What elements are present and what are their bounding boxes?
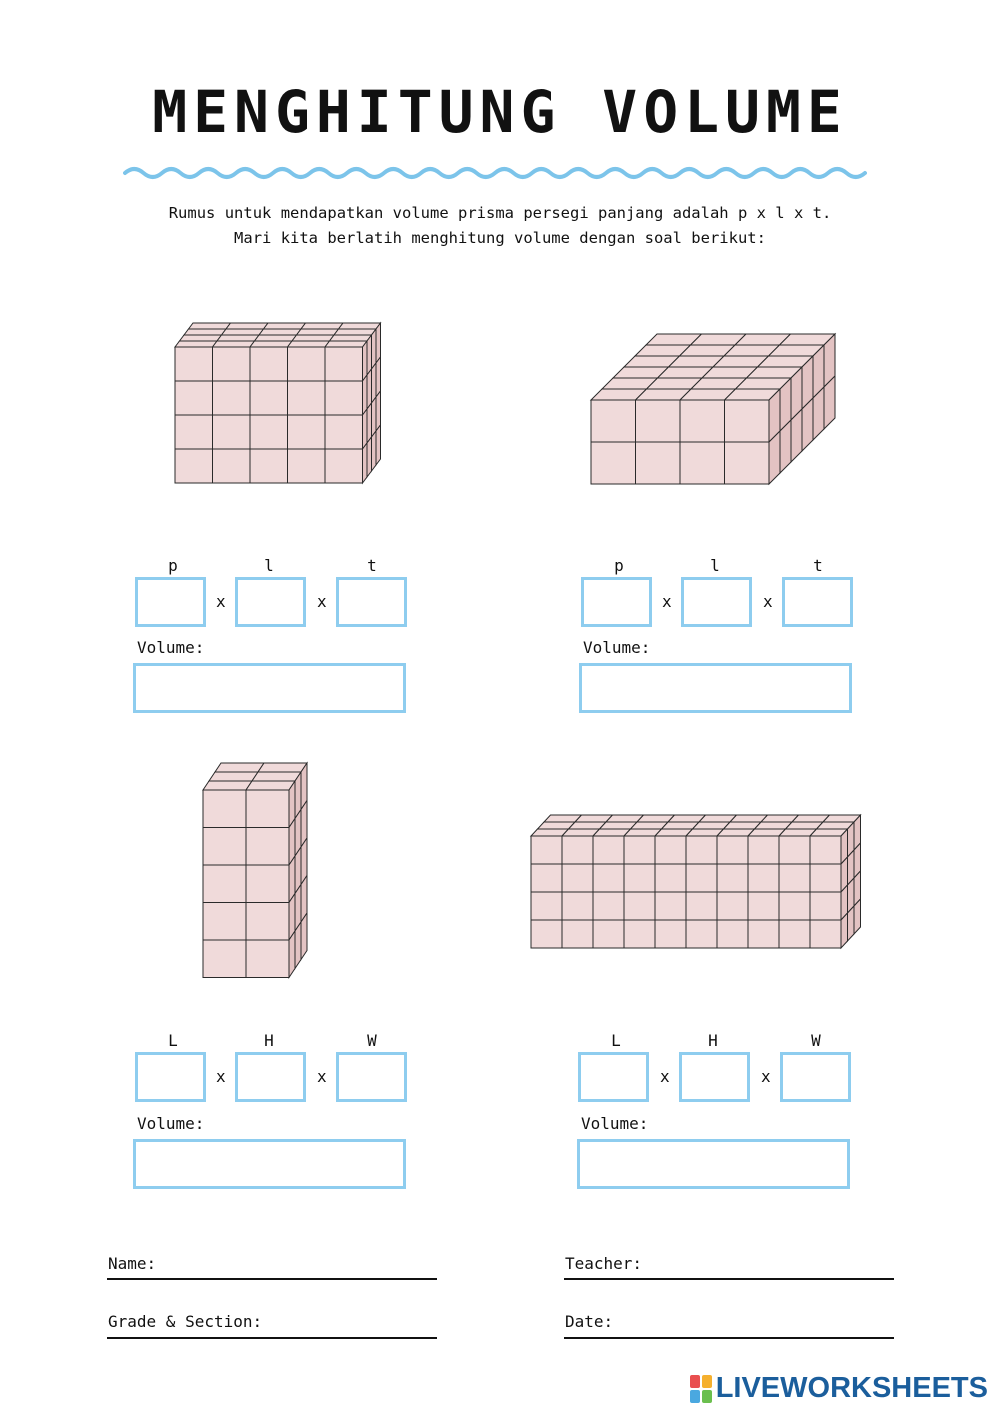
cube-front-face	[686, 892, 717, 920]
cube-side-face	[376, 357, 381, 397]
p1-volume-input[interactable]	[133, 663, 406, 713]
cube-front-face	[246, 865, 289, 903]
cube-front-face	[680, 400, 725, 442]
p4-volume-label: Volume:	[581, 1114, 649, 1133]
page-title: MENGHITUNG VOLUME	[152, 78, 848, 146]
p2-input-p[interactable]	[581, 577, 652, 627]
cube-front-face	[531, 864, 562, 892]
p1-input-l[interactable]	[235, 577, 306, 627]
cube-front-face	[748, 864, 779, 892]
cube-front-face	[175, 347, 213, 381]
p1-volume-label: Volume:	[137, 638, 205, 657]
cube-front-face	[213, 415, 251, 449]
cube-top-face	[252, 772, 301, 781]
cube-top-face	[255, 335, 297, 341]
cube-front-face	[288, 415, 326, 449]
cube-top-face	[184, 329, 226, 335]
cube-top-face	[203, 781, 252, 790]
cube-front-face	[250, 381, 288, 415]
p3-times-2: x	[317, 1067, 327, 1086]
cube-front-face	[686, 920, 717, 948]
cube-side-face	[367, 369, 372, 409]
date-line[interactable]	[564, 1337, 894, 1339]
p2-times-1: x	[662, 592, 672, 611]
cube-side-face	[301, 913, 307, 960]
cube-front-face	[636, 400, 681, 442]
p3-volume-input[interactable]	[133, 1139, 406, 1189]
cube-front-face	[748, 892, 779, 920]
cube-front-face	[288, 381, 326, 415]
cube-front-face	[655, 892, 686, 920]
cube-front-face	[203, 903, 246, 941]
p2-volume-input[interactable]	[579, 663, 852, 713]
p3-times-1: x	[216, 1067, 226, 1086]
cube-front-face	[624, 864, 655, 892]
cube-front-face	[779, 864, 810, 892]
p1-times-2: x	[317, 592, 327, 611]
p4-input-h[interactable]	[679, 1052, 750, 1102]
cube-front-face	[686, 836, 717, 864]
cube-top-face	[226, 323, 268, 329]
cube-front-face	[779, 892, 810, 920]
cube-front-face	[717, 920, 748, 948]
cube-top-face	[264, 323, 306, 329]
p4-times-1: x	[660, 1067, 670, 1086]
cube-front-face	[562, 836, 593, 864]
cube-front-face	[655, 864, 686, 892]
cube-front-face	[213, 449, 251, 483]
cube-front-face	[531, 892, 562, 920]
cube-top-face	[215, 763, 264, 772]
cube-front-face	[203, 790, 246, 828]
p2-input-l[interactable]	[681, 577, 752, 627]
cube-side-face	[363, 409, 368, 449]
cube-front-face	[779, 920, 810, 948]
cube-front-face	[325, 449, 363, 483]
p4-input-l[interactable]	[578, 1052, 649, 1102]
cube-front-face	[288, 449, 326, 483]
cube-front-face	[593, 920, 624, 948]
cube-side-face	[372, 397, 377, 437]
p1-label-t: t	[367, 556, 377, 575]
cube-front-face	[636, 442, 681, 484]
cube-side-face	[376, 391, 381, 431]
cube-top-face	[175, 341, 217, 347]
cube-front-face	[325, 381, 363, 415]
cube-front-face	[203, 865, 246, 903]
brand-text: LIVEWORKSHEETS	[715, 1372, 988, 1404]
p1-label-p: p	[168, 556, 178, 575]
cube-side-face	[367, 335, 372, 375]
cube-top-face	[246, 781, 295, 790]
p3-input-l[interactable]	[135, 1052, 206, 1102]
cube-front-face	[175, 381, 213, 415]
cube-front-face	[562, 864, 593, 892]
intro-line-1: Rumus untuk mendapatkan volume prisma persegi panjang adalah p x l x t.	[168, 204, 832, 222]
cube-top-face	[330, 335, 372, 341]
cube-front-face	[325, 415, 363, 449]
cube-front-face	[246, 790, 289, 828]
cube-front-face	[717, 836, 748, 864]
cube-side-face	[363, 443, 368, 483]
cube-front-face	[203, 828, 246, 866]
liveworksheets-brand	[690, 1372, 988, 1405]
teacher-line[interactable]	[564, 1278, 894, 1280]
cube-side-face	[367, 403, 372, 443]
cube-front-face	[325, 347, 363, 381]
cube-front-face	[593, 892, 624, 920]
cube-front-face	[810, 864, 841, 892]
cube-side-face	[289, 931, 295, 978]
cube-front-face	[717, 864, 748, 892]
cube-front-face	[725, 400, 770, 442]
cube-top-face	[213, 341, 255, 347]
cube-front-face	[175, 415, 213, 449]
cube-front-face	[725, 442, 770, 484]
cube-front-face	[655, 836, 686, 864]
cuboid-figure-4	[526, 810, 870, 955]
cube-side-face	[848, 906, 855, 941]
p3-label-h: H	[264, 1031, 274, 1050]
cube-top-face	[301, 323, 343, 329]
cube-front-face	[246, 940, 289, 978]
cube-side-face	[367, 437, 372, 477]
cube-front-face	[810, 892, 841, 920]
cube-front-face	[531, 920, 562, 948]
cuboid-figure-3	[198, 758, 323, 983]
p2-times-2: x	[763, 592, 773, 611]
p4-times-2: x	[761, 1067, 771, 1086]
cube-front-face	[288, 347, 326, 381]
cube-front-face	[680, 442, 725, 484]
cuboid-figure-2	[586, 328, 846, 490]
cube-front-face	[624, 892, 655, 920]
cube-front-face	[717, 892, 748, 920]
cube-front-face	[250, 449, 288, 483]
p1-input-p[interactable]	[135, 577, 206, 627]
cube-front-face	[779, 836, 810, 864]
cube-front-face	[250, 347, 288, 381]
p2-input-t[interactable]	[782, 577, 853, 627]
p1-input-t[interactable]	[336, 577, 407, 627]
cube-side-face	[295, 922, 301, 969]
name-label: Name:	[108, 1254, 157, 1273]
p3-label-w: W	[367, 1031, 377, 1050]
cube-top-face	[217, 335, 259, 341]
cube-side-face	[854, 899, 861, 934]
p4-label-l: L	[611, 1031, 621, 1050]
cube-front-face	[748, 836, 779, 864]
cube-front-face	[593, 864, 624, 892]
cube-front-face	[655, 920, 686, 948]
intro-line-2: Mari kita berlatih menghitung volume dengan soal berikut:	[234, 229, 766, 247]
cube-front-face	[810, 836, 841, 864]
cube-front-face	[593, 836, 624, 864]
cube-front-face	[591, 400, 636, 442]
cube-top-face	[292, 335, 334, 341]
p4-input-w[interactable]	[780, 1052, 851, 1102]
cube-front-face	[624, 836, 655, 864]
cube-front-face	[175, 449, 213, 483]
cuboid-figure-1	[170, 318, 395, 490]
cube-side-face	[376, 323, 381, 363]
cube-front-face	[624, 920, 655, 948]
cube-top-face	[180, 335, 222, 341]
cube-side-face	[372, 329, 377, 369]
cube-top-face	[259, 329, 301, 335]
cube-top-face	[297, 329, 339, 335]
cube-front-face	[748, 920, 779, 948]
cube-top-face	[334, 329, 376, 335]
cube-top-face	[325, 341, 367, 347]
p3-input-h[interactable]	[235, 1052, 306, 1102]
cube-top-face	[209, 772, 258, 781]
cube-top-face	[250, 341, 292, 347]
p4-label-w: W	[811, 1031, 821, 1050]
cube-front-face	[810, 920, 841, 948]
cube-side-face	[376, 425, 381, 465]
p2-label-p: p	[614, 556, 624, 575]
cube-front-face	[213, 381, 251, 415]
cube-top-face	[288, 341, 330, 347]
p2-label-l: l	[710, 556, 720, 575]
cube-side-face	[841, 913, 848, 948]
cube-front-face	[562, 920, 593, 948]
liveworksheets-logo-icon	[690, 1375, 714, 1403]
cube-top-face	[189, 323, 231, 329]
p3-volume-label: Volume:	[137, 1114, 205, 1133]
p3-input-w[interactable]	[336, 1052, 407, 1102]
p1-times-1: x	[216, 592, 226, 611]
cube-top-face	[258, 763, 307, 772]
date-label: Date:	[565, 1312, 614, 1331]
cube-front-face	[562, 892, 593, 920]
cube-front-face	[591, 442, 636, 484]
p1-label-l: l	[264, 556, 274, 575]
grade-section-label: Grade & Section:	[108, 1312, 263, 1331]
name-line[interactable]	[107, 1278, 437, 1280]
cube-front-face	[203, 940, 246, 978]
cube-front-face	[686, 864, 717, 892]
cube-side-face	[372, 363, 377, 403]
cube-front-face	[213, 347, 251, 381]
p4-label-h: H	[708, 1031, 718, 1050]
wave-divider	[123, 160, 867, 186]
cube-top-face	[339, 323, 381, 329]
p2-volume-label: Volume:	[583, 638, 651, 657]
cube-front-face	[531, 836, 562, 864]
grade-section-line[interactable]	[107, 1337, 437, 1339]
p4-volume-input[interactable]	[577, 1139, 850, 1189]
cube-front-face	[246, 828, 289, 866]
cube-side-face	[372, 431, 377, 471]
cube-top-face	[222, 329, 264, 335]
cube-front-face	[250, 415, 288, 449]
teacher-label: Teacher:	[565, 1254, 643, 1273]
cube-side-face	[363, 341, 368, 381]
cube-front-face	[246, 903, 289, 941]
cube-side-face	[363, 375, 368, 415]
p3-label-l: L	[168, 1031, 178, 1050]
p2-label-t: t	[813, 556, 823, 575]
